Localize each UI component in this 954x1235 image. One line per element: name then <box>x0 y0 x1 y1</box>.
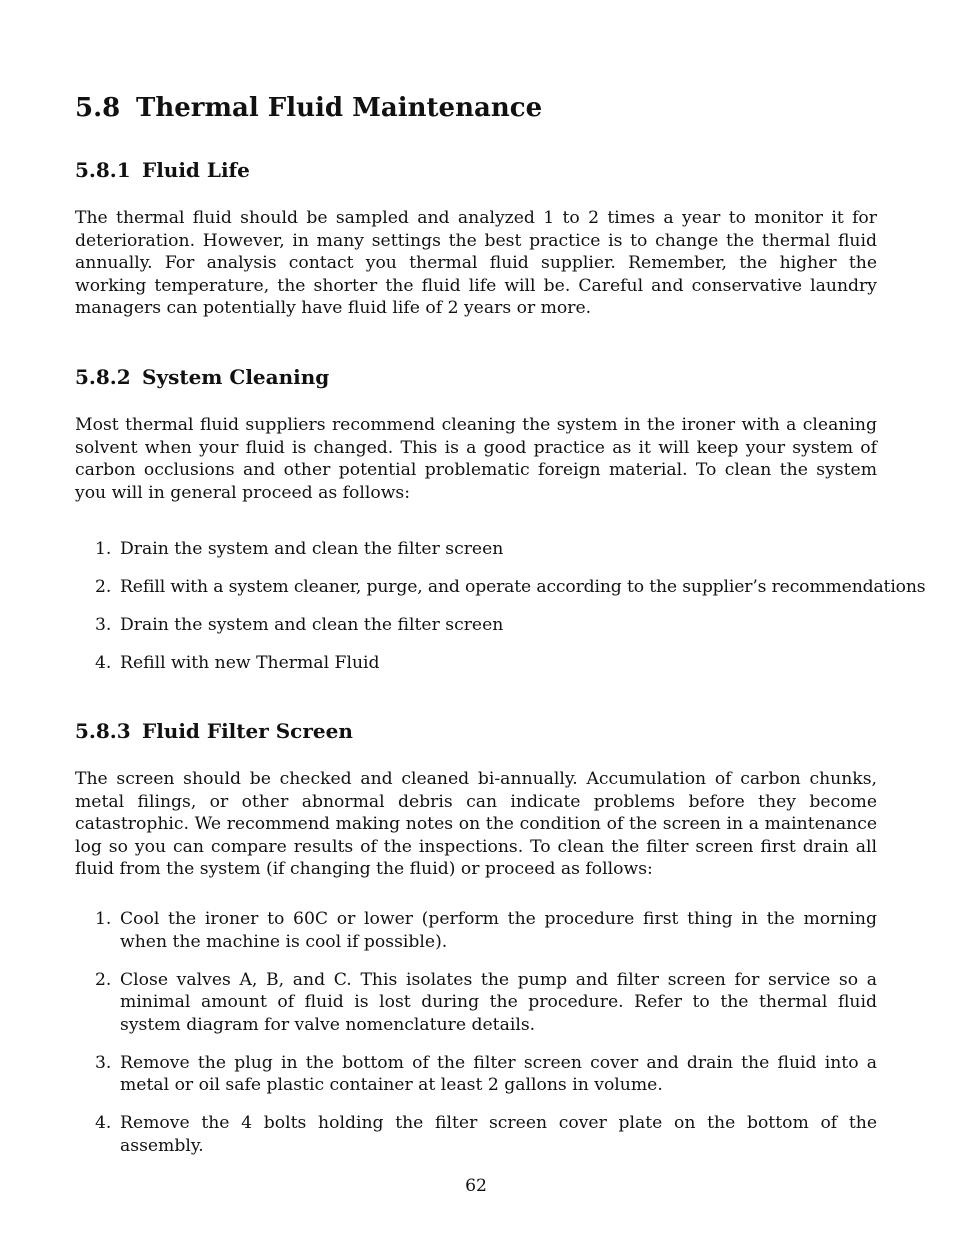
subsection-heading-filter-screen <box>75 718 353 744</box>
page-number: 62 <box>465 1176 487 1196</box>
subsection-title: Fluid Filter Screen <box>142 719 353 743</box>
system-cleaning-steps <box>75 538 926 675</box>
fluid-life-paragraph: The thermal fluid should be sampled and analyzed 1 to 2 times a year to monitor it for deterioration. However, in many settings the best practice is to change the thermal fluid annually. For analysis contact you thermal fluid supplier. Remember, the higher the working temperature, the shorter the fluid life will be. Careful and conservative laundry managers can potentially have fluid life of 2 years or more. <box>75 208 877 319</box>
filter-screen-steps <box>75 908 877 1158</box>
subsection-title: Fluid Life <box>142 158 250 182</box>
list-item-text: Refill with new Thermal Fluid <box>120 652 380 673</box>
list-item <box>75 969 877 1037</box>
subsection-number: 5.8.1 <box>75 158 131 182</box>
list-item-text: Cool the ironer to 60C or lower (perform the procedure first thing in the morning when the machine is cool if possible). <box>120 909 877 952</box>
list-marker: 3. <box>95 1052 112 1073</box>
section-title: Thermal Fluid Maintenance <box>136 93 543 123</box>
list-item <box>75 1052 877 1097</box>
list-item-text: Drain the system and clean the filter screen <box>120 539 504 559</box>
system-cleaning-paragraph: Most thermal fluid suppliers recommend cleaning the system in the ironer with a cleaning solvent when your fluid is changed. This is a good practice as it will keep your system of carbon occlusions and other potential problematic foreign material. To clean the system you will in general proceed as follows: <box>75 415 877 503</box>
subsection-number: 5.8.2 <box>75 365 131 389</box>
subsection-heading-system-cleaning <box>75 364 329 390</box>
list-marker: 1. <box>95 539 112 559</box>
list-marker: 2. <box>95 576 112 597</box>
list-item-text: Close valves A, B, and C. This isolates the pump and filter screen for service so a minimal amount of fluid is lost during the procedure. Refer to the thermal fluid system diagram for valve nomenclature details. <box>120 969 877 1035</box>
list-item <box>75 652 877 675</box>
list-item <box>75 1112 877 1157</box>
section-number: 5.8 <box>75 93 121 123</box>
list-item-text: Remove the plug in the bottom of the filter screen cover and drain the fluid into a metal or oil safe plastic container at least 2 gallons in volume. <box>120 1052 877 1096</box>
list-item-text: Refill with a system cleaner, purge, and operate according to the supplier’s recommendations <box>120 576 926 597</box>
subsection-heading-fluid-life <box>75 157 250 183</box>
list-marker: 4. <box>95 652 112 673</box>
list-marker: 3. <box>95 614 112 635</box>
list-item-text: Remove the 4 bolts holding the filter screen cover plate on the bottom of the assembly. <box>120 1113 877 1156</box>
list-marker: 1. <box>95 909 112 929</box>
subsection-number: 5.8.3 <box>75 719 131 743</box>
list-marker: 4. <box>95 1113 112 1134</box>
list-item <box>75 576 926 599</box>
subsection-title: System Cleaning <box>142 365 330 389</box>
list-item <box>75 908 877 953</box>
list-item <box>75 538 877 561</box>
list-marker: 2. <box>95 969 112 990</box>
list-item-text: Drain the system and clean the filter screen <box>120 614 504 635</box>
section-heading <box>75 92 542 124</box>
list-item <box>75 614 877 637</box>
filter-screen-paragraph: The screen should be checked and cleaned bi-annually. Accumulation of carbon chunks, metal filings, or other abnormal debris can indicate problems before they become catastrophic. We recommend making notes on the condition of the screen in a maintenance log so you can compare results of the inspections. To clean the filter screen first drain all fluid from the system (if changing the fluid) or proceed as follows: <box>75 769 877 880</box>
